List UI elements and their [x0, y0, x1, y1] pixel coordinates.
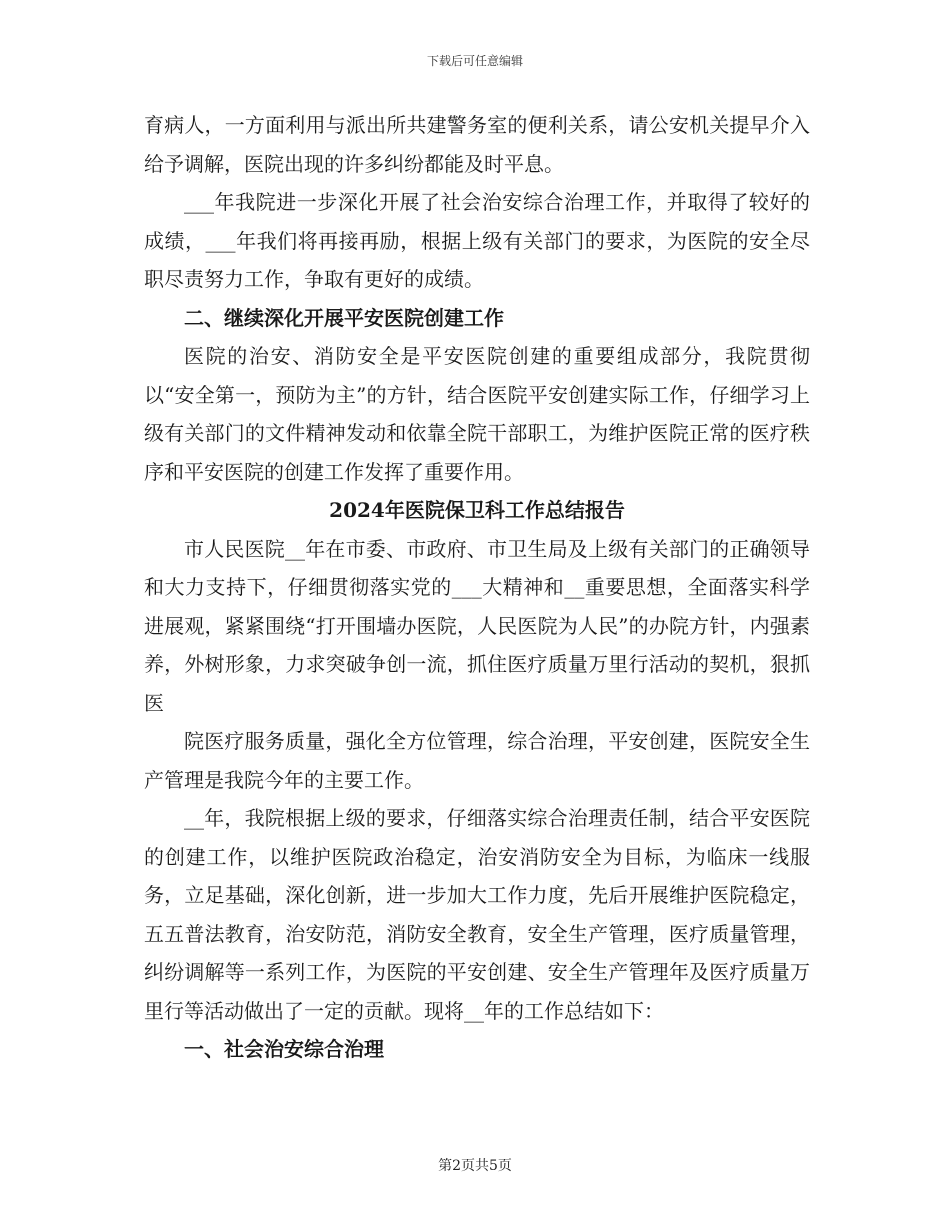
paragraph: 医院的治安、消防安全是平安医院创建的重要组成部分，我院贯彻以“安全第一，预防为主”的方针，结合医院平安创建实际工作，仔细学习上级有关部门的文件精神发动和依靠全院干部职工，为维护医院正常的医疗秩序和平安医院的创建工作发挥了重要作用。 — [144, 344, 810, 484]
paragraph: __年，我院根据上级的要求，仔细落实综合治理责任制，结合平安医院的创建工作，以维护医院政治稳定，治安消防安全为目标，为临床一线服务，立足基础，深化创新，进一步加大工作力度，先后开展维护医院稳定，五五普法教育，治安防范，消防安全教育，安全生产管理，医疗质量管理，纠纷调解等一系列工作，为医院的平安创建、安全生产管理年及医疗质量万里行等活动做出了一定的贡献。现将__年的工作总结如下： — [144, 806, 810, 1023]
paragraph-continued: 育病人，一方面利用与派出所共建警务室的便利关系，请公安机关提早介入给予调解，医院出现的许多纠纷都能及时平息。 — [144, 113, 810, 176]
page-header: 下载后可任意编辑 — [426, 54, 523, 68]
document-body — [144, 106, 810, 1069]
paragraph: ___年我院进一步深化开展了社会治安综合治理工作，并取得了较好的成绩，___年我们将再接再励，根据上级有关部门的要求，为医院的安全尽职尽责努力工作，争取有更好的成绩。 — [144, 190, 810, 291]
page-number: 第2页共5页 — [438, 1158, 512, 1174]
document-title: 2024年医院保卫科工作总结报告 — [329, 498, 625, 522]
section-heading: 二、继续深化开展平安医院创建工作 — [184, 305, 504, 330]
paragraph: 市人民医院__年在市委、市政府、市卫生局及上级有关部门的正确领导和大力支持下，仔细贯彻落实党的___大精神和__重要思想，全面落实科学进展观，紧紧围绕“打开围墙办医院，人民医院为人民”的办院方针，内强素养，外树形象，力求突破争创一流，抓住医疗质量万里行活动的契机，狠抓医 — [144, 536, 810, 715]
paragraph: 院医疗服务质量，强化全方位管理，综合治理，平安创建，医院安全生产管理是我院今年的主要工作。 — [144, 729, 810, 792]
section-heading: 一、社会治安综合治理 — [184, 1037, 384, 1061]
